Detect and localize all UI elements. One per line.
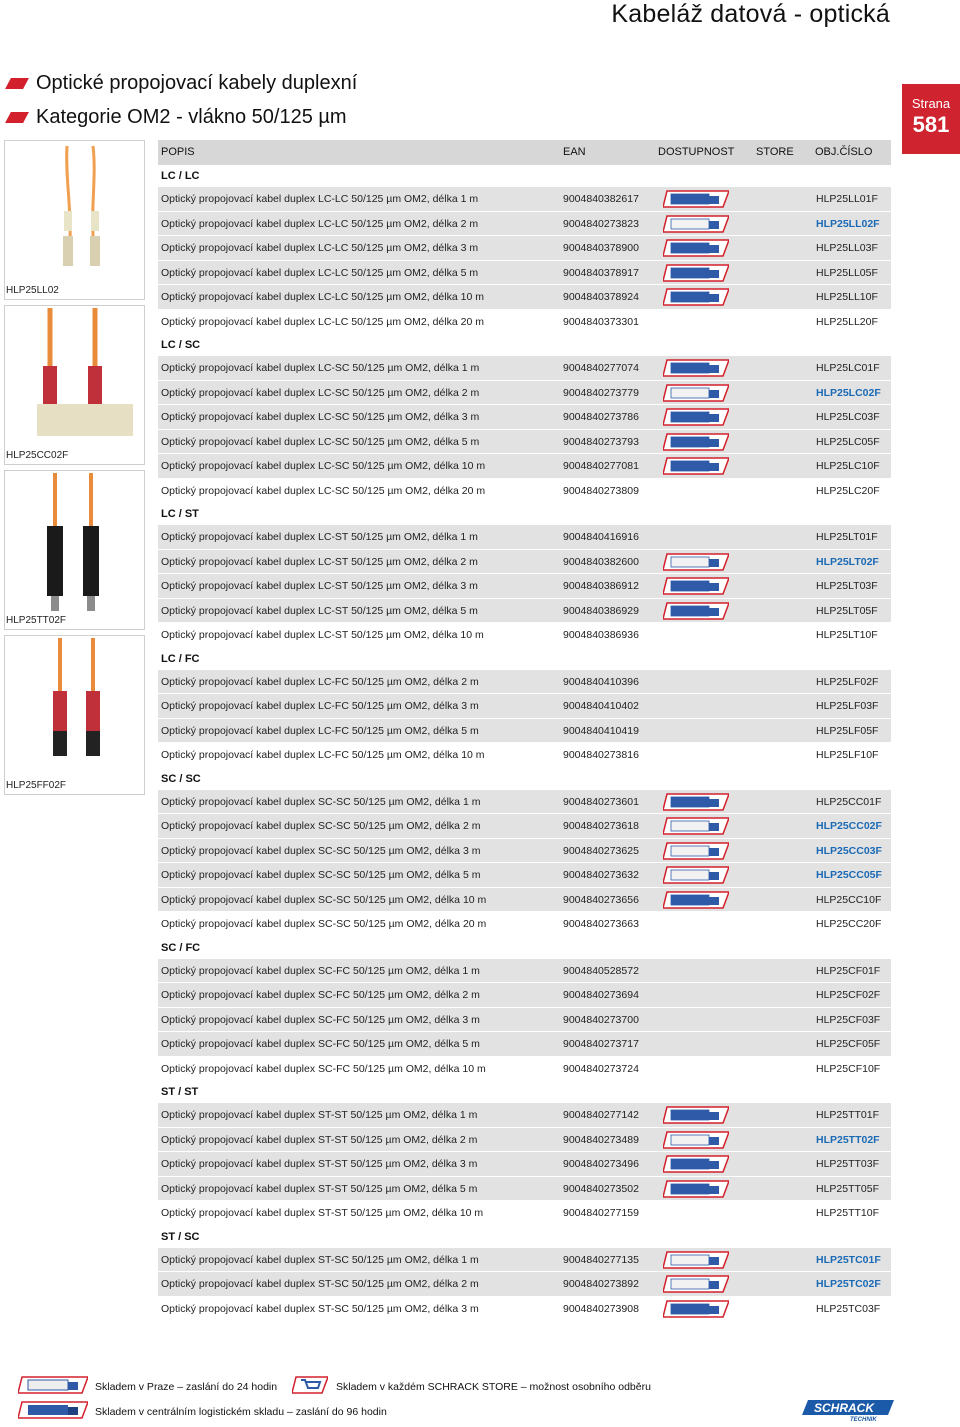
order-number: HLP25LL10F (816, 291, 878, 303)
ean-code: 9004840273892 (563, 1278, 639, 1290)
col-header-ean: EAN (563, 146, 586, 158)
product-description: Optický propojovací kabel duplex LC-ST 50/125 µm OM2, délka 5 m (161, 604, 478, 617)
red-bullet-icon (5, 78, 29, 89)
product-description: Optický propojovací kabel duplex ST-ST 50/125 µm OM2, délka 3 m (161, 1158, 478, 1170)
ean-code: 9004840273618 (563, 820, 639, 832)
ean-code: 9004840273809 (563, 484, 639, 497)
table-row (158, 670, 891, 695)
order-number: HLP25LT03F (816, 580, 878, 592)
order-number: HLP25TT03F (816, 1158, 880, 1170)
truck-white-icon (663, 866, 729, 884)
product-description: Optický propojovací kabel duplex ST-ST 50/125 µm OM2, délka 1 m (161, 1109, 478, 1121)
col-header-dostupnost: DOSTUPNOST (658, 146, 735, 158)
order-number: HLP25CF05F (816, 1038, 881, 1050)
section-label: SC / FC (161, 941, 201, 954)
product-description: Optický propojovací kabel duplex LC-LC 50/125 µm OM2, délka 10 m (161, 291, 484, 303)
ean-code: 9004840386936 (563, 629, 639, 641)
ean-code: 9004840277081 (563, 460, 639, 472)
section-title (158, 648, 891, 670)
ean-code: 9004840273908 (563, 1302, 639, 1315)
table-row (158, 381, 891, 406)
truck-blue-icon (663, 457, 729, 475)
order-number: HLP25LC02F (816, 386, 881, 399)
product-description: Optický propojovací kabel duplex LC-LC 50/125 µm OM2, délka 3 m (161, 242, 479, 254)
order-number: HLP25TT05F (816, 1182, 880, 1195)
table-row (158, 959, 891, 984)
order-number: HLP25TT10F (816, 1207, 880, 1219)
table-row (158, 310, 891, 335)
fiber-cable-image (5, 141, 144, 299)
order-number: HLP25LC10F (816, 460, 880, 472)
product-description: Optický propojovací kabel duplex LC-FC 50/125 µm OM2, délka 3 m (161, 700, 479, 712)
truck-white-icon (663, 384, 729, 402)
table-row (158, 983, 891, 1008)
ean-code: 9004840273496 (563, 1158, 639, 1170)
table-row (158, 839, 891, 864)
table-row (158, 550, 891, 575)
section-label: LC / ST (161, 508, 199, 520)
red-bullet-icon (5, 112, 29, 123)
truck-white-icon (663, 215, 729, 233)
section-label: SC / SC (161, 772, 201, 785)
table-header (158, 140, 891, 165)
product-description: Optický propojovací kabel duplex SC-FC 50/125 µm OM2, délka 3 m (161, 1013, 480, 1026)
photo-label: HLP25FF02F (6, 780, 67, 791)
truck-blue-icon (663, 1106, 729, 1124)
product-description: Optický propojovací kabel duplex LC-LC 50/125 µm OM2, délka 5 m (161, 266, 479, 279)
ean-code: 9004840378900 (563, 242, 639, 254)
order-number: HLP25LF10F (816, 749, 879, 761)
truck-blue-icon (663, 264, 729, 282)
truck-blue-icon (663, 408, 729, 426)
photo-label: HLP25TT02F (6, 615, 67, 626)
ean-code: 9004840273724 (563, 1062, 639, 1075)
order-number: HLP25TC01F (816, 1253, 881, 1266)
product-photo-lc-fc (4, 635, 145, 795)
table-row (158, 863, 891, 888)
product-description: Optický propojovací kabel duplex LC-LC 50/125 µm OM2, délka 20 m (161, 315, 484, 328)
table-row (158, 1128, 891, 1153)
category-title-2 (8, 106, 347, 129)
table-row (158, 743, 891, 768)
product-description: Optický propojovací kabel duplex LC-SC 50/125 µm OM2, délka 2 m (161, 386, 480, 399)
footer-item-prague: Skladem v Praze – zaslání do 24 hodin (95, 1381, 278, 1393)
truck-blue-icon (663, 190, 729, 208)
ean-code: 9004840273717 (563, 1038, 639, 1050)
fiber-cable-image (5, 471, 144, 629)
category-title-1 (8, 72, 357, 95)
order-number: HLP25CC03F (816, 844, 882, 857)
table-row (158, 430, 891, 455)
ean-code: 9004840386929 (563, 604, 639, 617)
section-label: LC / LC (161, 170, 200, 182)
truck-white-icon (663, 553, 729, 571)
ean-code: 9004840273663 (563, 918, 639, 930)
product-description: Optický propojovací kabel duplex LC-ST 50/125 µm OM2, délka 1 m (161, 531, 478, 543)
order-number: HLP25LT10F (816, 629, 878, 641)
table-row (158, 814, 891, 839)
table-row (158, 1248, 891, 1273)
truck-blue-icon (663, 891, 729, 909)
table-row (158, 912, 891, 937)
table-row (158, 1201, 891, 1226)
order-number: HLP25CF10F (816, 1062, 881, 1075)
shopping-cart-icon (292, 1375, 328, 1395)
ean-code: 9004840273793 (563, 435, 639, 448)
table-row (158, 574, 891, 599)
order-number: HLP25LL02F (816, 217, 880, 230)
order-number: HLP25TT02F (816, 1133, 880, 1146)
col-header-store: STORE (756, 146, 794, 158)
order-number: HLP25LL20F (816, 315, 878, 328)
table-row (158, 1057, 891, 1082)
product-description: Optický propojovací kabel duplex SC-SC 50/125 µm OM2, délka 20 m (161, 918, 487, 930)
truck-blue-icon (663, 359, 729, 377)
truck-white-icon (663, 817, 729, 835)
category-label: Optické propojovací kabely duplexní (36, 72, 358, 94)
ean-code: 9004840273700 (563, 1013, 639, 1026)
order-number: HLP25LC01F (816, 362, 880, 374)
ean-code: 9004840273632 (563, 869, 639, 881)
ean-code: 9004840378917 (563, 266, 639, 279)
page-number-badge (902, 84, 960, 154)
logo-text: SCHRACK (814, 1401, 874, 1415)
product-description: Optický propojovací kabel duplex ST-ST 50/125 µm OM2, délka 10 m (161, 1207, 484, 1219)
ean-code: 9004840277135 (563, 1253, 639, 1266)
order-number: HLP25LL01F (816, 193, 878, 205)
truck-blue-icon (663, 602, 729, 620)
page-label: Strana (911, 96, 951, 111)
product-description: Optický propojovací kabel duplex ST-ST 50/125 µm OM2, délka 2 m (161, 1133, 478, 1146)
ean-code: 9004840378924 (563, 291, 639, 303)
fiber-cable-image (5, 306, 144, 464)
order-number: HLP25CC20F (816, 918, 882, 930)
product-description: Optický propojovací kabel duplex LC-SC 50/125 µm OM2, délka 20 m (161, 484, 486, 497)
table-row (158, 1103, 891, 1128)
table-row (158, 525, 891, 550)
truck-white-icon (663, 1275, 729, 1293)
table-row (158, 1008, 891, 1033)
order-number: HLP25CC10F (816, 893, 882, 906)
order-number: HLP25LL03F (816, 242, 878, 254)
product-description: Optický propojovací kabel duplex SC-FC 50/125 µm OM2, délka 1 m (161, 964, 480, 977)
ean-code: 9004840273489 (563, 1133, 639, 1146)
order-number: HLP25TT01F (816, 1109, 880, 1121)
truck-blue-icon (663, 433, 729, 451)
photo-label: HLP25LL02 (6, 285, 59, 296)
product-description: Optický propojovací kabel duplex LC-SC 50/125 µm OM2, délka 5 m (161, 435, 480, 448)
ean-code: 9004840273823 (563, 217, 639, 230)
section-title (158, 937, 891, 959)
section-title (158, 1081, 891, 1103)
ean-code: 9004840277074 (563, 362, 639, 374)
col-header-desc: POPIS (161, 146, 195, 158)
truck-blue-icon (663, 1155, 729, 1173)
table-row (158, 212, 891, 237)
order-number: HLP25TC03F (816, 1302, 881, 1315)
table-row (158, 1297, 891, 1322)
table-row (158, 623, 891, 648)
product-description: Optický propojovací kabel duplex SC-SC 50/125 µm OM2, délka 2 m (161, 820, 481, 832)
product-description: Optický propojovací kabel duplex SC-FC 50/125 µm OM2, délka 10 m (161, 1062, 486, 1075)
table-row (158, 719, 891, 744)
truck-blue-icon (663, 288, 729, 306)
truck-white-icon (663, 842, 729, 860)
ean-code: 9004840382617 (563, 193, 639, 205)
ean-code: 9004840410402 (563, 700, 639, 712)
product-photo-lc-lc (4, 140, 145, 300)
section-title (158, 165, 891, 187)
ean-code: 9004840410419 (563, 724, 639, 737)
truck-blue-icon (663, 1180, 729, 1198)
section-label: LC / SC (161, 339, 201, 351)
table-row (158, 236, 891, 261)
order-number: HLP25LF03F (816, 700, 879, 712)
table-row (158, 261, 891, 286)
order-number: HLP25CC05F (816, 869, 882, 881)
truck-white-icon (18, 1375, 88, 1395)
table-row (158, 405, 891, 430)
ean-code: 9004840528572 (563, 964, 639, 977)
order-number: HLP25LT05F (816, 604, 878, 617)
product-description: Optický propojovací kabel duplex LC-FC 50/125 µm OM2, délka 2 m (161, 675, 479, 688)
section-label: ST / ST (161, 1086, 199, 1098)
ean-code: 9004840273502 (563, 1182, 639, 1195)
product-description: Optický propojovací kabel duplex LC-SC 50/125 µm OM2, délka 3 m (161, 411, 480, 423)
product-description: Optický propojovací kabel duplex LC-ST 50/125 µm OM2, délka 10 m (161, 629, 484, 641)
schrack-logo-image (802, 1400, 894, 1422)
table-row (158, 1152, 891, 1177)
ean-code: 9004840273656 (563, 893, 639, 906)
order-number: HLP25CC01F (816, 795, 882, 808)
section-title (158, 1226, 891, 1248)
ean-code: 9004840277159 (563, 1207, 639, 1219)
product-table (158, 140, 891, 1321)
section-label: LC / FC (161, 652, 200, 665)
truck-blue-icon (663, 577, 729, 595)
truck-blue-icon (663, 793, 729, 811)
product-description: Optický propojovací kabel duplex SC-SC 50/125 µm OM2, délka 1 m (161, 795, 481, 808)
table-row (158, 1177, 891, 1202)
logo-sub: TECHNIK (850, 1417, 877, 1422)
product-description: Optický propojovací kabel duplex LC-LC 50/125 µm OM2, délka 1 m (161, 193, 479, 205)
product-description: Optický propojovací kabel duplex LC-SC 50/125 µm OM2, délka 10 m (161, 460, 486, 472)
product-description: Optický propojovací kabel duplex ST-SC 50/125 µm OM2, délka 3 m (161, 1302, 479, 1315)
truck-blue-icon (663, 239, 729, 257)
footer-item-central: Skladem v centrálním logistickém skladu – zaslání do 96 hodin (95, 1406, 387, 1418)
ean-code: 9004840273694 (563, 989, 639, 1001)
ean-code: 9004840277142 (563, 1109, 639, 1121)
page-number: 581 (912, 112, 950, 137)
section-title (158, 503, 891, 525)
order-number: HLP25CF02F (816, 989, 881, 1001)
product-description: Optický propojovací kabel duplex SC-SC 50/125 µm OM2, délka 10 m (161, 893, 487, 906)
page-header-title: Kabeláž datová - optická (611, 0, 890, 28)
order-number: HLP25LF02F (816, 675, 879, 688)
table-row (158, 1032, 891, 1057)
order-number: HLP25LT01F (816, 531, 878, 543)
product-description: Optický propojovací kabel duplex LC-ST 50/125 µm OM2, délka 3 m (161, 580, 478, 592)
table-row (158, 454, 891, 479)
order-number: HLP25LT02F (816, 555, 879, 568)
product-description: Optický propojovací kabel duplex LC-SC 50/125 µm OM2, délka 1 m (161, 362, 480, 374)
order-number: HLP25CC02F (816, 820, 882, 832)
ean-code: 9004840416916 (563, 531, 639, 543)
table-row (158, 790, 891, 815)
product-description: Optický propojovací kabel duplex SC-SC 50/125 µm OM2, délka 5 m (161, 869, 481, 881)
section-title (158, 334, 891, 356)
col-header-code: OBJ.ČÍSLO (815, 146, 873, 158)
product-description: Optický propojovací kabel duplex ST-ST 50/125 µm OM2, délka 5 m (161, 1182, 478, 1195)
product-description: Optický propojovací kabel duplex LC-ST 50/125 µm OM2, délka 2 m (161, 555, 478, 568)
fiber-cable-image (5, 636, 144, 776)
order-number: HLP25LL05F (816, 266, 878, 279)
ean-code: 9004840382600 (563, 555, 639, 568)
table-row (158, 356, 891, 381)
order-number: HLP25LF05F (816, 724, 879, 737)
order-number: HLP25LC03F (816, 411, 880, 423)
section-title (158, 768, 891, 790)
schrack-logo (802, 1400, 894, 1420)
ean-code: 9004840386912 (563, 580, 639, 592)
product-description: Optický propojovací kabel duplex ST-SC 50/125 µm OM2, délka 2 m (161, 1278, 479, 1290)
product-photo-lc-st (4, 470, 145, 630)
order-number: HLP25LC20F (816, 484, 880, 497)
ean-code: 9004840410396 (563, 675, 639, 688)
product-description: Optický propojovací kabel duplex LC-LC 50/125 µm OM2, délka 2 m (161, 217, 479, 230)
category-label: Kategorie OM2 - vlákno 50/125 µm (36, 106, 347, 128)
ean-code: 9004840273625 (563, 844, 639, 857)
order-number: HLP25CF03F (816, 1013, 881, 1026)
truck-blue-icon (663, 1300, 729, 1318)
table-row (158, 1272, 891, 1297)
product-photo-lc-sc (4, 305, 145, 465)
product-description: Optický propojovací kabel duplex SC-FC 50/125 µm OM2, délka 5 m (161, 1038, 480, 1050)
truck-white-icon (663, 1251, 729, 1269)
ean-code: 9004840273601 (563, 795, 639, 808)
table-row (158, 888, 891, 913)
table-row (158, 479, 891, 504)
truck-blue-icon (18, 1400, 88, 1420)
order-number: HLP25LC05F (816, 435, 880, 448)
table-row (158, 285, 891, 310)
product-description: Optický propojovací kabel duplex LC-FC 50/125 µm OM2, délka 10 m (161, 749, 485, 761)
photo-label: HLP25CC02F (6, 450, 69, 461)
table-row (158, 694, 891, 719)
table-row (158, 599, 891, 624)
product-description: Optický propojovací kabel duplex SC-SC 50/125 µm OM2, délka 3 m (161, 844, 481, 857)
order-number: HLP25TC02F (816, 1278, 881, 1290)
ean-code: 9004840373301 (563, 315, 639, 328)
ean-code: 9004840273779 (563, 386, 639, 399)
footer-item-store: Skladem v každém SCHRACK STORE – možnost osobního odběru (336, 1381, 651, 1393)
ean-code: 9004840273816 (563, 749, 639, 761)
truck-white-icon (663, 1131, 729, 1149)
product-description: Optický propojovací kabel duplex SC-FC 50/125 µm OM2, délka 2 m (161, 989, 480, 1001)
product-description: Optický propojovací kabel duplex ST-SC 50/125 µm OM2, délka 1 m (161, 1253, 479, 1266)
section-label: ST / SC (161, 1230, 200, 1243)
product-description: Optický propojovací kabel duplex LC-FC 50/125 µm OM2, délka 5 m (161, 724, 479, 737)
ean-code: 9004840273786 (563, 411, 639, 423)
order-number: HLP25CF01F (816, 964, 881, 977)
table-row (158, 187, 891, 212)
